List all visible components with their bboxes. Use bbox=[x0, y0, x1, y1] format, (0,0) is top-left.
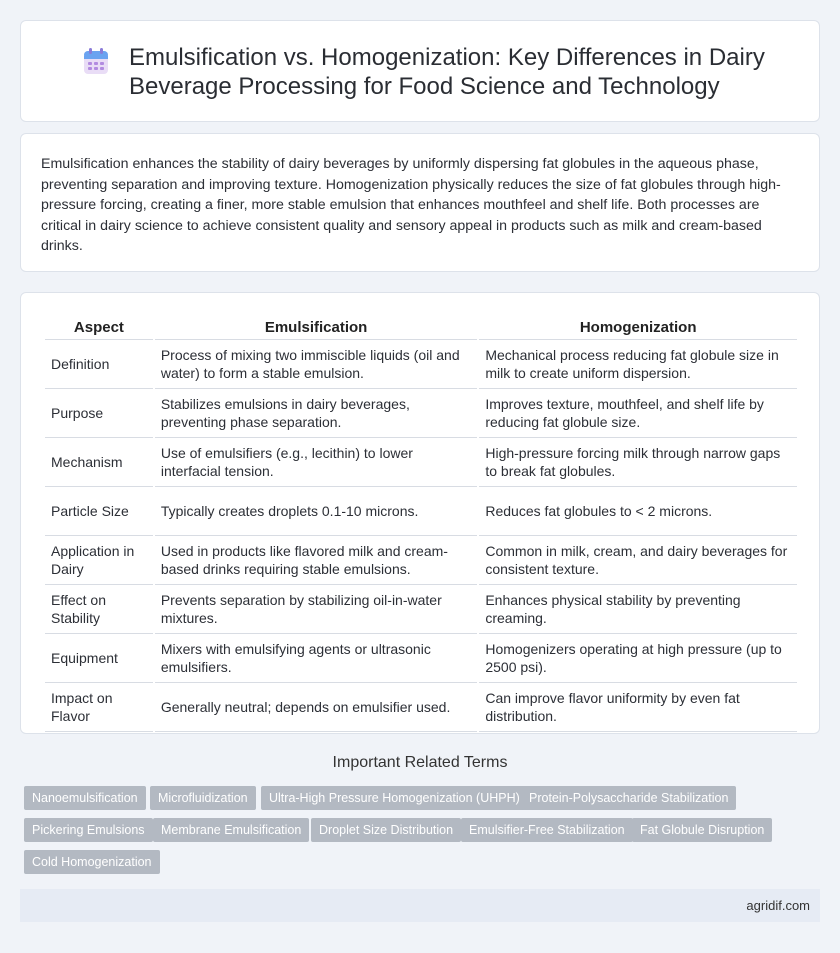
table-header-row bbox=[45, 315, 797, 340]
intro-text: Emulsification enhances the stability of dairy beverages by uniformly dispersing fat globules in the aqueous phase, preventing separation and improving texture. Homogenization physically reduces the size of fat globules through high-pressure forcing, creating a finer, more stable emulsion that enhances mouthfeel and shelf life. Both processes are critical in dairy science to achieve consistent quality and sensory appeal in products such as milk and cream-based drinks. bbox=[41, 156, 781, 254]
table-row bbox=[45, 340, 797, 389]
emulsification-cell: Prevents separation by stabilizing oil-in-water mixtures. bbox=[155, 585, 478, 634]
emulsification-cell: Stabilizes emulsions in dairy beverages, preventing phase separation. bbox=[155, 389, 478, 438]
emulsification-cell: Typically creates droplets 0.1-10 microns. bbox=[155, 487, 478, 536]
related-term-tag[interactable]: Pickering Emulsions bbox=[24, 818, 153, 842]
comparison-table-card bbox=[20, 292, 820, 734]
emulsification-cell: Used in products like flavored milk and cream-based drinks requiring stable emulsions. bbox=[155, 536, 478, 585]
homogenization-cell: Reduces fat globules to < 2 microns. bbox=[479, 487, 797, 536]
aspect-cell: Mechanism bbox=[45, 438, 153, 487]
aspect-cell: Effect on Stability bbox=[45, 585, 153, 634]
column-header-emulsification: Emulsification bbox=[155, 315, 478, 340]
aspect-cell: Equipment bbox=[45, 634, 153, 683]
table-row bbox=[45, 389, 797, 438]
header-card bbox=[20, 20, 820, 122]
aspect-cell: Definition bbox=[45, 340, 153, 389]
comparison-table bbox=[43, 315, 799, 732]
homogenization-cell: Enhances physical stability by preventing creaming. bbox=[479, 585, 797, 634]
table-row bbox=[45, 585, 797, 634]
table-row bbox=[45, 536, 797, 585]
related-term-tag[interactable]: Droplet Size Distribution bbox=[311, 818, 461, 842]
aspect-cell: Purpose bbox=[45, 389, 153, 438]
homogenization-cell: Mechanical process reducing fat globule size in milk to create uniform dispersion. bbox=[479, 340, 797, 389]
footer-site-link[interactable]: agridif.com bbox=[746, 898, 810, 913]
page-title: Emulsification vs. Homogenization: Key Differences in Dairy Beverage Processing for Food Science and Technology bbox=[129, 44, 765, 100]
homogenization-cell: Common in milk, cream, and dairy beverages for consistent texture. bbox=[479, 536, 797, 585]
emulsification-cell: Process of mixing two immiscible liquids (oil and water) to form a stable emulsion. bbox=[155, 340, 478, 389]
emulsification-cell: Generally neutral; depends on emulsifier used. bbox=[155, 683, 478, 732]
emulsification-cell: Mixers with emulsifying agents or ultrasonic emulsifiers. bbox=[155, 634, 478, 683]
footer bbox=[20, 889, 820, 922]
related-term-tag[interactable]: Membrane Emulsification bbox=[153, 818, 309, 842]
emulsification-cell: Use of emulsifiers (e.g., lecithin) to lower interfacial tension. bbox=[155, 438, 478, 487]
related-term-tag[interactable]: Nanoemulsification bbox=[24, 786, 146, 810]
related-term-tag[interactable]: Microfluidization bbox=[150, 786, 256, 810]
related-term-tag[interactable]: Fat Globule Disruption bbox=[632, 818, 772, 842]
homogenization-cell: Homogenizers operating at high pressure (up to 2500 psi). bbox=[479, 634, 797, 683]
table-row bbox=[45, 634, 797, 683]
column-header-homogenization: Homogenization bbox=[479, 315, 797, 340]
homogenization-cell: Improves texture, mouthfeel, and shelf life by reducing fat globule size. bbox=[479, 389, 797, 438]
intro-card bbox=[20, 133, 820, 272]
related-term-tag[interactable]: Cold Homogenization bbox=[24, 850, 160, 874]
table-row bbox=[45, 438, 797, 487]
homogenization-cell: High-pressure forcing milk through narrow gaps to break fat globules. bbox=[479, 438, 797, 487]
table-row bbox=[45, 683, 797, 732]
related-terms-title: Important Related Terms bbox=[332, 754, 508, 771]
calendar-icon bbox=[83, 47, 109, 75]
aspect-cell: Impact on Flavor bbox=[45, 683, 153, 732]
related-term-tag[interactable]: Emulsifier-Free Stabilization bbox=[461, 818, 633, 842]
column-header-aspect: Aspect bbox=[45, 315, 153, 340]
related-term-tag[interactable]: Ultra-High Pressure Homogenization (UHPH) bbox=[261, 786, 528, 810]
table-row bbox=[45, 487, 797, 536]
aspect-cell: Particle Size bbox=[45, 487, 153, 536]
related-term-tag[interactable]: Protein-Polysaccharide Stabilization bbox=[521, 786, 736, 810]
homogenization-cell: Can improve flavor uniformity by even fat distribution. bbox=[479, 683, 797, 732]
aspect-cell: Application in Dairy bbox=[45, 536, 153, 585]
